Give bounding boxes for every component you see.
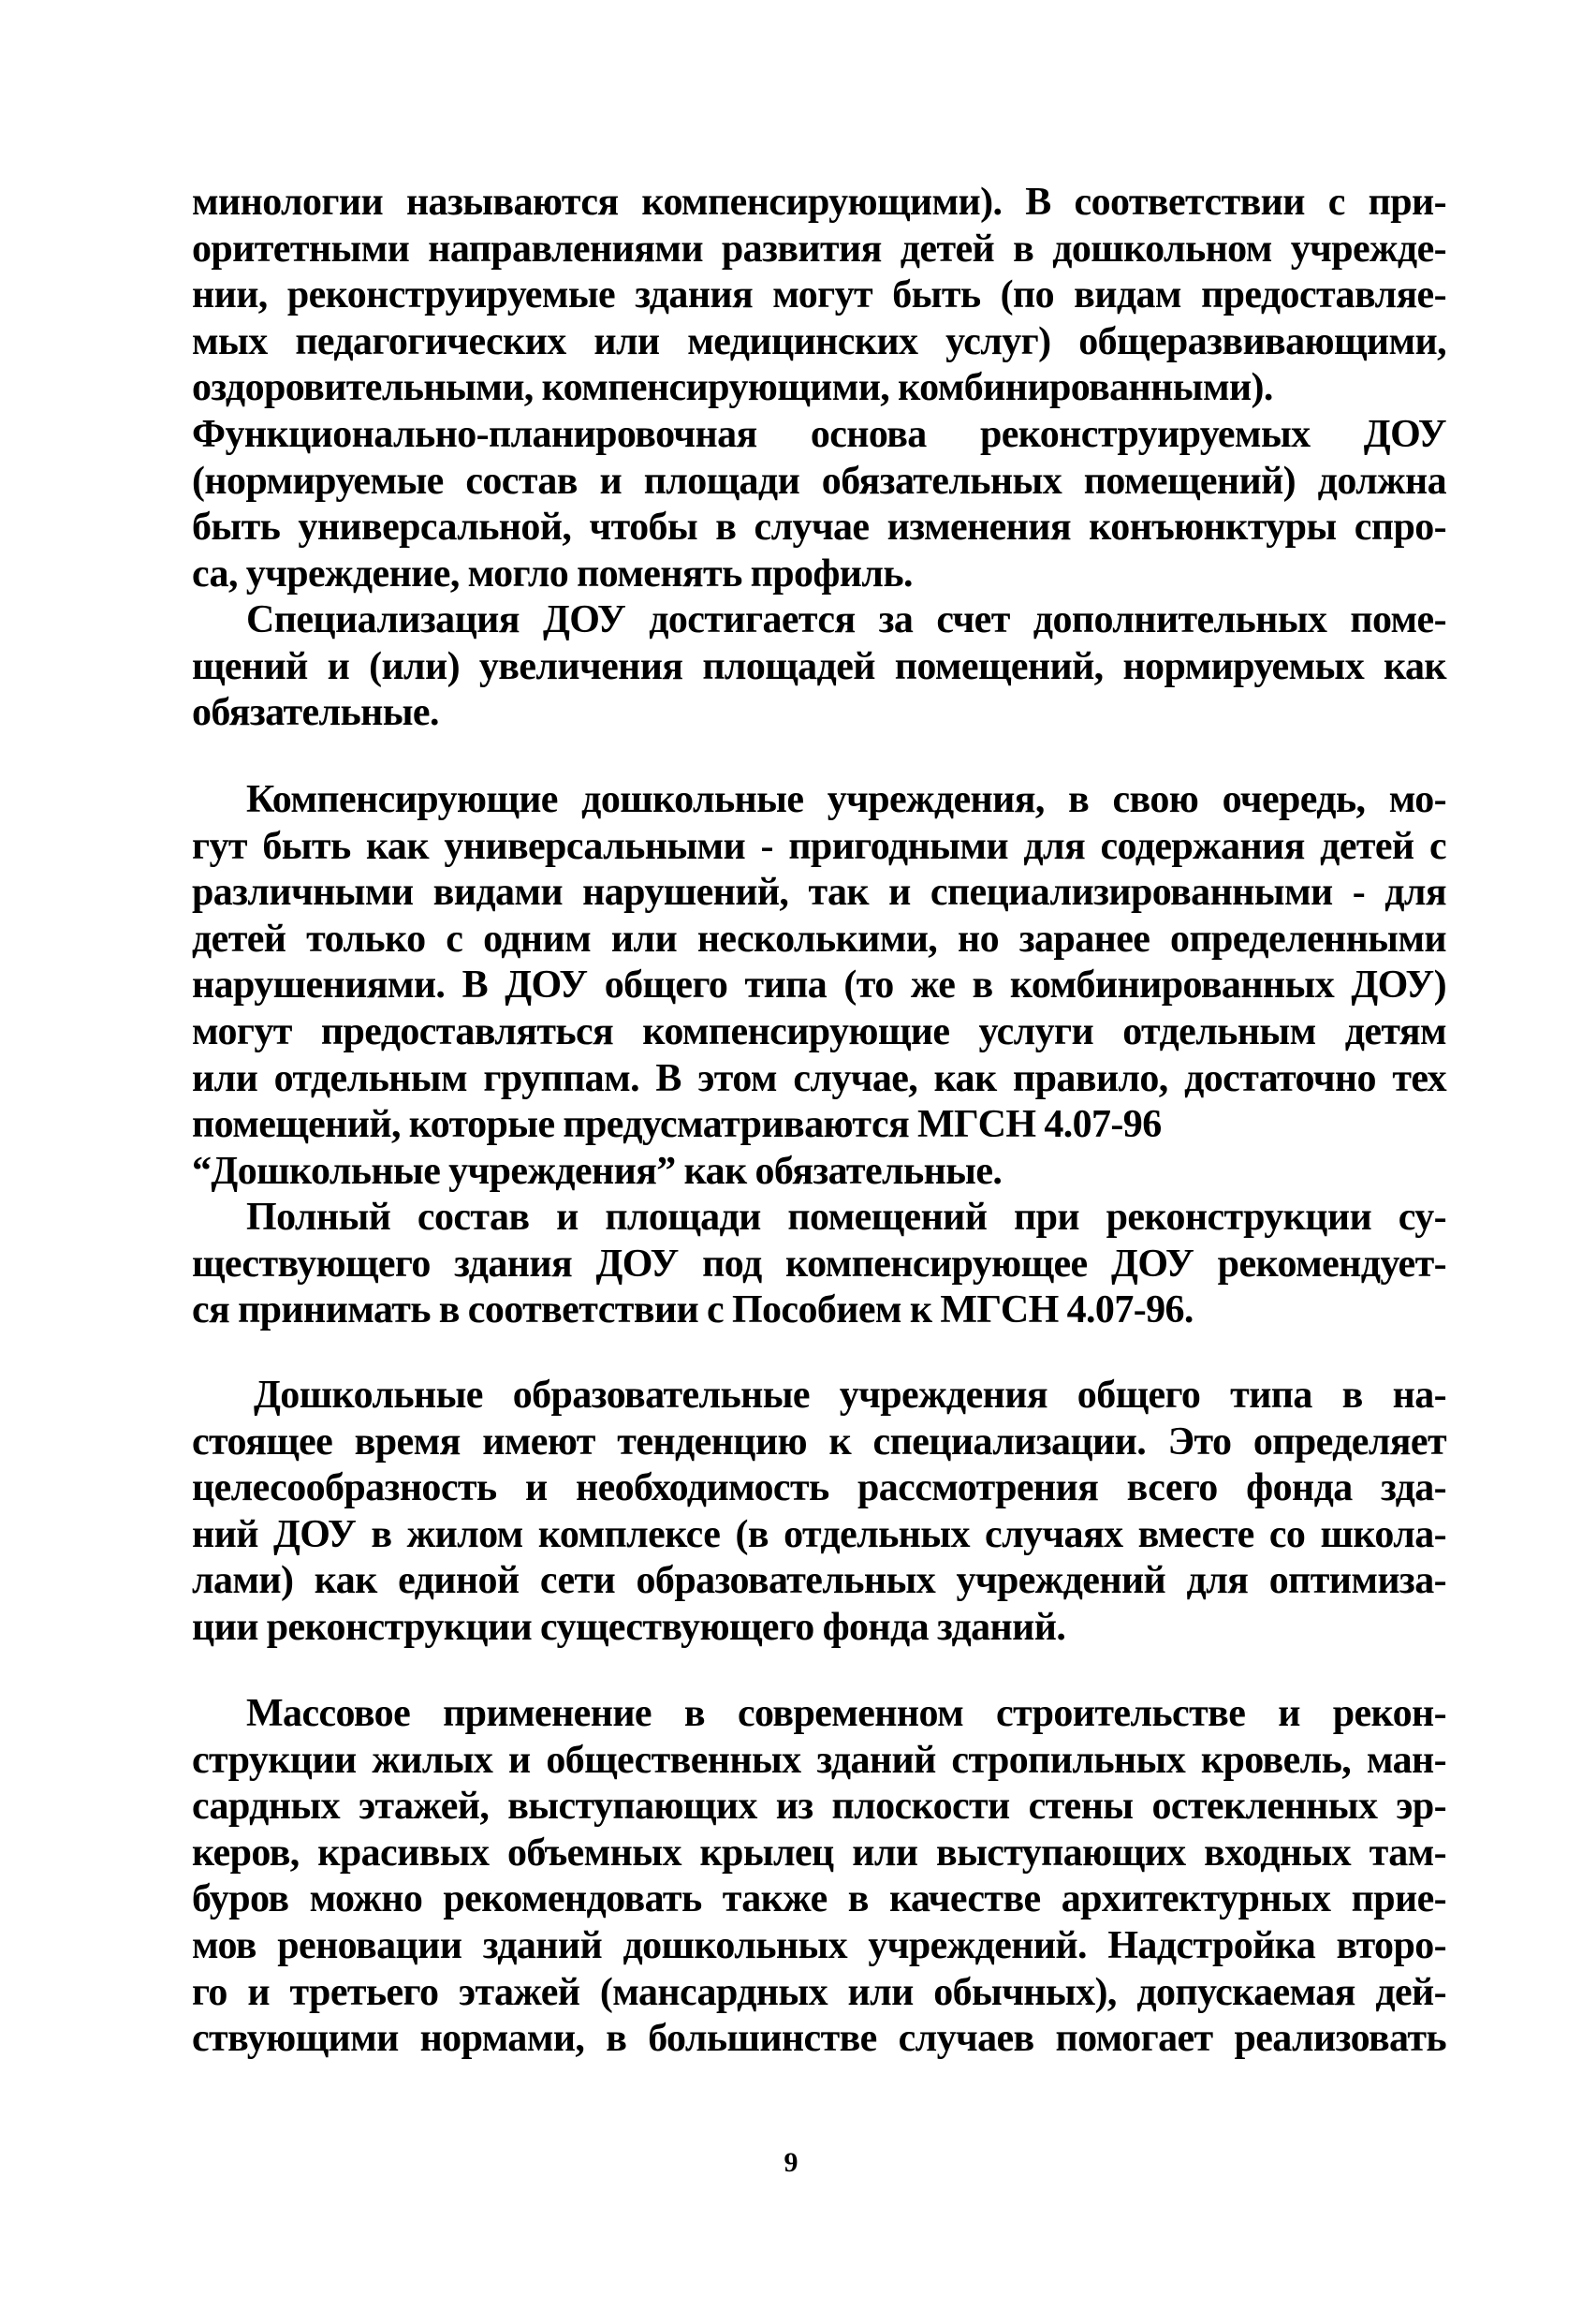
- paragraph-line: са, учреждение, могло поменять профиль.: [192, 552, 913, 596]
- paragraph-5: [192, 1373, 1446, 1652]
- paragraph-3: [192, 777, 1446, 1195]
- paragraph-line: оритетными направлениями развития детей в дошкольном учрежде-: [192, 227, 1446, 271]
- paragraph-line: Специализация ДОУ достигается за счет дополнительных поме-: [246, 598, 1446, 641]
- paragraph-line: Дошкольные образовательные учреждения общего типа в на-: [254, 1374, 1446, 1417]
- paragraph-line: ний ДОУ в жилом комплексе (в отдельных случаях вместе со школа-: [192, 1512, 1446, 1556]
- paragraph-line: целесообразность и необходимость рассмотрения всего фонда зда-: [192, 1466, 1446, 1510]
- paragraph-line: буров можно рекомендовать также в качестве архитектурных прие-: [192, 1877, 1446, 1921]
- page-number: 9: [784, 2147, 798, 2178]
- paragraph-line: различными видами нарушений, так и специализированными - для: [192, 871, 1446, 915]
- paragraph-line: нарушениями. В ДОУ общего типа (то же в комбинированных ДОУ): [192, 963, 1446, 1008]
- paragraph-line: щений и (или) увеличения площадей помещений, нормируемых как: [192, 644, 1446, 688]
- paragraph-line: ся принимать в соответствии с Пособием к МГСН 4.07-96.: [192, 1288, 1194, 1332]
- paragraph-line: детей только с одним или несколькими, но заранее определенными: [192, 917, 1446, 961]
- paragraph-line: минологии называются компенсирующими). В соответствии с при-: [192, 181, 1446, 224]
- paragraph-line: го и третьего этажей (мансардных или обычных), допускаемая дей-: [192, 1970, 1446, 2014]
- paragraph-line: Компенсирующие дошкольные учреждения, в свою очередь, мо-: [246, 778, 1446, 821]
- paragraph-line: Функционально-планировочная основа реконструируемых ДОУ: [192, 412, 1446, 456]
- paragraph-line: Полный состав и площади помещений при реконструкции су-: [246, 1196, 1446, 1239]
- paragraph-line: могут предоставляться компенсирующие услуги отдельным детям: [192, 1009, 1446, 1053]
- paragraph-line: (нормируемые состав и площади обязательных помещений) должна: [192, 459, 1446, 503]
- paragraph-4: [192, 1195, 1446, 1334]
- paragraph-line: или отдельным группам. В этом случае, как правило, достаточно тех: [192, 1056, 1446, 1100]
- paragraph-line: обязательные.: [192, 691, 439, 735]
- paragraph-line: “Дошкольные учреждения” как обязательные.: [192, 1149, 1003, 1193]
- paragraph-line: быть универсальной, чтобы в случае изменения конъюнктуры спро-: [192, 506, 1446, 550]
- paragraph-line: лами) как единой сети образовательных учреждений для оптимиза-: [192, 1559, 1446, 1603]
- paragraph-line: гут быть как универсальными - пригодными для содержания детей с: [192, 824, 1446, 868]
- paragraph-line: ции реконструкции существующего фонда зданий.: [192, 1605, 1066, 1649]
- paragraph-line: мов реновации зданий дошкольных учреждений. Надстройка второ-: [192, 1923, 1446, 1967]
- paragraph-line: ствующими нормами, в большинстве случаев помогает реализовать: [192, 2017, 1446, 2061]
- paragraph-2: [192, 597, 1446, 737]
- paragraph-line: сардных этажей, выступающих из плоскости стены остекленных эр-: [192, 1785, 1446, 1829]
- paragraph-line: Массовое применение в современном строительстве и рекон-: [246, 1692, 1446, 1735]
- paragraph-line: ществующего здания ДОУ под компенсирующее ДОУ рекомендует-: [192, 1242, 1446, 1286]
- paragraph-line: стоящее время имеют тенденцию к специализации. Это определяет: [192, 1419, 1446, 1464]
- paragraph-line: помещений, которые предусматриваются МГСН 4.07-96: [192, 1103, 1162, 1147]
- paragraph-line: оздоровительными, компенсирующими, комбинированными).: [192, 366, 1273, 410]
- paragraph-line: мых педагогических или медицинских услуг) общеразвивающими,: [192, 319, 1446, 363]
- paragraph-line: струкции жилых и общественных зданий стропильных кровель, ман-: [192, 1738, 1446, 1782]
- paragraph-6: [192, 1691, 1446, 2063]
- paragraph-line: керов, красивых объемных крылец или выступающих входных там-: [192, 1831, 1446, 1875]
- paragraph-1: [192, 180, 1446, 597]
- paragraph-line: нии, реконструируемые здания могут быть (по видам предоставляе-: [192, 273, 1446, 317]
